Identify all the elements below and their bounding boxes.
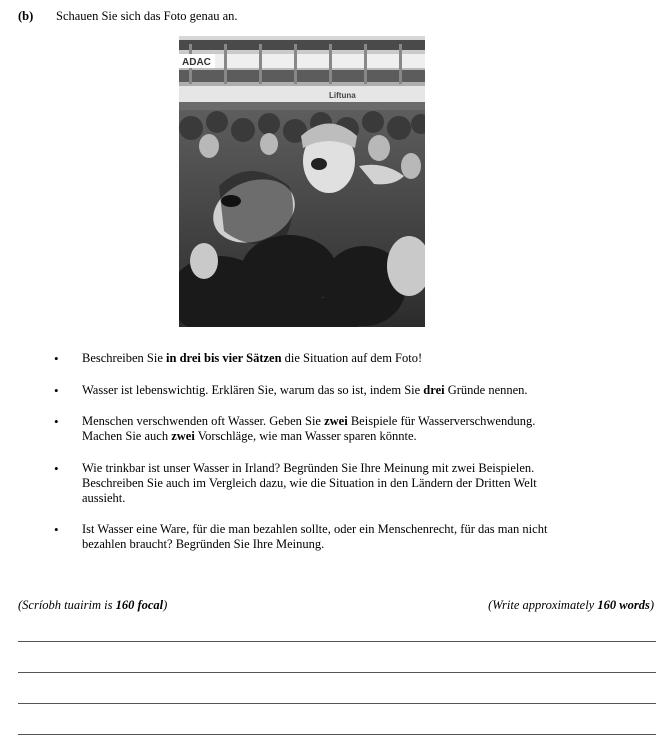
question-item: [54, 383, 528, 398]
question-item: [54, 461, 537, 506]
sign-text: Liftuna: [329, 91, 356, 100]
question-line: Machen Sie auch zwei Vorschläge, wie man Wasser sparen könnte.: [82, 429, 417, 443]
answer-line[interactable]: [18, 641, 656, 642]
banner-text: ADAC: [182, 57, 211, 68]
question-line: Beschreiben Sie in drei bis vier Sätzen die Situation auf dem Foto!: [82, 351, 423, 365]
bullet-icon: •: [54, 383, 59, 398]
question-line: Wie trinkbar ist unser Wasser in Irland? Begründen Sie Ihre Meinung mit zwei Beispielen.: [82, 461, 535, 475]
answer-line[interactable]: [18, 703, 656, 704]
question-line: Ist Wasser eine Ware, für die man bezahlen sollte, oder ein Menschenrecht, für das man nicht: [82, 522, 548, 536]
crowd-photo: [179, 36, 425, 327]
question-line: Wasser ist lebenswichtig. Erklären Sie, warum das so ist, indem Sie drei Gründe nennen.: [82, 383, 528, 397]
question-line: Beschreiben Sie auch im Vergleich dazu, wie die Situation in den Ländern der Dritten Welt: [82, 476, 537, 490]
answer-line[interactable]: [18, 672, 656, 673]
instruction: Schauen Sie sich das Foto genau an.: [56, 9, 238, 23]
word-count-irish: (Scríobh tuairim is 160 focal): [18, 598, 168, 612]
part-label: (b): [18, 9, 34, 23]
question-item: [54, 414, 535, 444]
answer-line[interactable]: [18, 734, 656, 735]
word-count-english: (Write approximately 160 words): [488, 598, 654, 612]
question-line: bezahlen braucht? Begründen Sie Ihre Meinung.: [82, 537, 325, 551]
bullet-icon: •: [54, 351, 59, 366]
question-line: aussieht.: [82, 491, 126, 505]
bullet-icon: •: [54, 461, 59, 476]
bullet-icon: •: [54, 522, 59, 537]
bullet-icon: •: [54, 414, 59, 429]
question-line: Menschen verschwenden oft Wasser. Geben Sie zwei Beispiele für Wasserverschwendung.: [82, 414, 536, 428]
crowd-photo-drawing: [179, 36, 425, 327]
question-item: [54, 351, 422, 366]
word-count-row: [18, 598, 654, 614]
question-item: [54, 522, 547, 552]
